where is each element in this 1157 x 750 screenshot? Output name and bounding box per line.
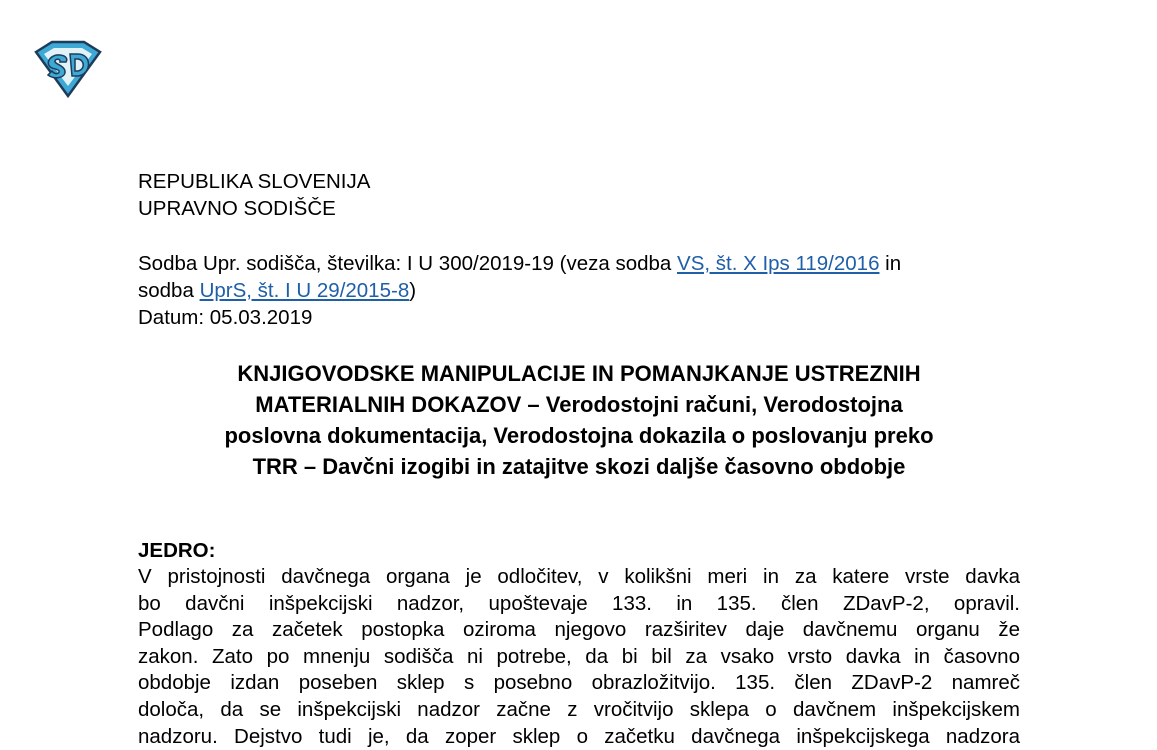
header-court: UPRAVNO SODIŠČE — [138, 197, 336, 220]
jedro-line: obdobje izdan poseben sklep s posebno obrazložitvijo. 135. člen ZDavP-2 namreč — [138, 671, 1020, 695]
title-line: KNJIGOVODSKE MANIPULACIJE IN POMANJKANJE USTREZNIH — [237, 361, 921, 386]
reference-line2-suffix: ) — [409, 279, 417, 302]
document-title — [138, 358, 1020, 482]
judgment-date: Datum: 05.03.2019 — [138, 306, 313, 329]
jedro-line: V pristojnosti davčnega organa je odločitev, v kolikšni meri in za katere vrste davka — [138, 565, 1020, 588]
jedro-line: določa, da se inšpekcijski nadzor začne z vročitvijo sklepa o davčnem inšpekcijskem — [138, 697, 1020, 721]
header-republic: REPUBLIKA SLOVENIJA — [138, 170, 371, 193]
reference-middle: in — [879, 252, 902, 275]
jedro-line: bo davčni inšpekcijski nadzor, upoštevaje 133. in 135. člen ZDavP-2, opravil. — [138, 591, 1020, 615]
title-line: MATERIALNIH DOKAZOV – Verodostojni računi, Verodostojna — [255, 392, 903, 417]
jedro-line: zakon. Zato po mnenju sodišča ni potrebe, da bi bil za vsako vrsto davka in časovno — [138, 644, 1020, 668]
reference-line2-prefix: sodba — [138, 279, 200, 302]
jedro-heading: JEDRO: — [138, 539, 216, 562]
reference-line-1 — [138, 250, 901, 277]
jedro-line: Podlago za začetek postopka oziroma njegovo razširitev daje davčnemu organu že — [138, 618, 1020, 642]
title-line: poslovna dokumentacija, Verodostojna dokazila o poslovanju preko — [224, 423, 934, 448]
jedro-line: nadzoru. Dejstvo tudi je, da zoper sklep o začetku davčnega inšpekcijskega nadzora — [138, 724, 1020, 748]
reference-line-2 — [138, 277, 901, 304]
reference-prefix: Sodba Upr. sodišča, številka: I U 300/2019-19 (veza sodba — [138, 252, 678, 275]
court-header — [138, 168, 370, 222]
uprs-judgment-link[interactable]: UprS, št. I U 29/2015-8 — [199, 279, 410, 302]
judgment-reference — [138, 250, 901, 331]
title-line: TRR – Davčni izogibi in zatajitve skozi daljše časovno obdobje — [252, 454, 906, 479]
vs-judgment-link[interactable]: VS, št. X Ips 119/2016 — [677, 252, 880, 275]
jedro-paragraph — [138, 564, 1020, 750]
sodisce-logo-icon — [30, 38, 104, 100]
